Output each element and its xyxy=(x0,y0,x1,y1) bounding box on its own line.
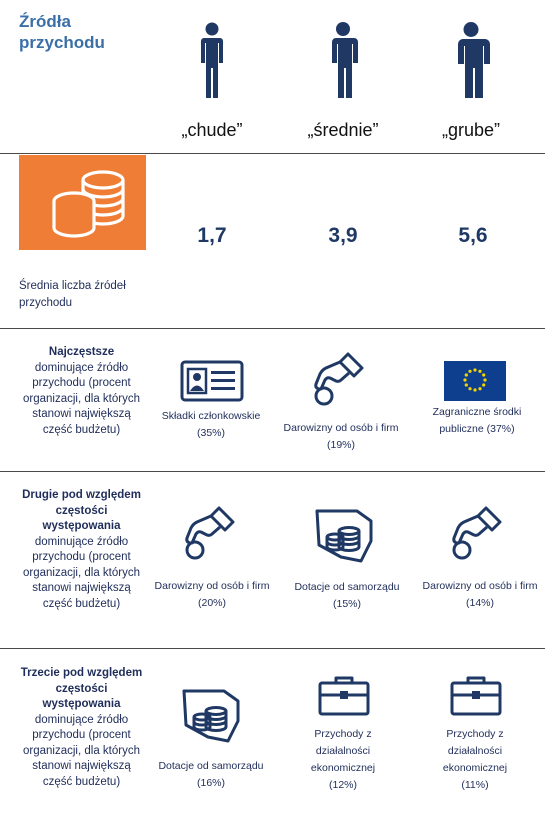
row-label-bold: Drugie pod względem częstości występowania xyxy=(22,489,141,532)
row-label-text: dominujące źródło przychodu (procent organizacji, dla których stanowi największą część budżetu) xyxy=(23,535,140,610)
briefcase-icon xyxy=(318,675,370,717)
id-card-icon xyxy=(180,360,244,402)
average-thin: 1,7 xyxy=(197,224,227,247)
cell-text: Darowizny od osób i firm (19%) xyxy=(283,422,399,451)
row-label-most-common xyxy=(19,345,144,438)
person-medium-icon xyxy=(327,22,359,100)
cell-text: Darowizny od osób i firm (14%) xyxy=(422,580,538,609)
divider xyxy=(0,648,545,649)
cell-text: Dotacje od samorządu (15%) xyxy=(294,581,400,610)
hand-coin-icon xyxy=(448,504,508,562)
cell-text: Przychody z działalności ekonomicznej (12%) xyxy=(310,728,376,791)
row-label-text: dominujące źródło przychodu (procent organizacji, dla których stanowi największą część budżetu) xyxy=(23,713,140,788)
row-label-third xyxy=(19,666,144,790)
row-label-bold: Trzecie pod względem częstości występowania xyxy=(20,667,143,710)
divider xyxy=(0,153,545,154)
group-label-thick: „grube” xyxy=(441,120,501,140)
hand-coin-icon xyxy=(310,350,370,408)
cell-text: Darowizny od osób i firm (20%) xyxy=(154,580,270,609)
cell-text: Dotacje od samorządu (16%) xyxy=(158,760,264,789)
divider xyxy=(0,328,545,329)
coins-stack-icon xyxy=(19,155,146,250)
divider xyxy=(0,471,545,472)
municipality-coins-icon xyxy=(313,505,377,565)
person-thin-icon xyxy=(199,22,225,100)
row-label-bold: Najczęstsze xyxy=(48,346,115,358)
cell-text: Zagraniczne środki publiczne (37%) xyxy=(432,406,522,435)
coins-tile xyxy=(19,155,146,250)
cell-text: Przychody z działalności ekonomicznej (11%) xyxy=(442,728,508,791)
group-label-thin: „chude” xyxy=(181,120,243,140)
hand-coin-icon xyxy=(181,504,241,562)
average-medium: 3,9 xyxy=(328,224,358,247)
person-thick-icon xyxy=(451,22,491,100)
eu-flag-icon xyxy=(444,361,506,401)
group-label-medium: „średnie” xyxy=(307,120,379,140)
row-label-text: dominujące źródło przychodu (procent organizacji, dla których stanowi największą część budżetu) xyxy=(23,361,140,436)
row-label-second xyxy=(19,488,144,612)
page-title: Źródła przychodu xyxy=(19,12,105,52)
municipality-coins-icon xyxy=(180,685,244,745)
cell-text: Składki członkowskie (35%) xyxy=(161,410,261,439)
briefcase-icon xyxy=(450,675,502,717)
average-caption: Średnia liczba źródeł przychodu xyxy=(19,280,126,309)
average-thick: 5,6 xyxy=(458,224,488,247)
